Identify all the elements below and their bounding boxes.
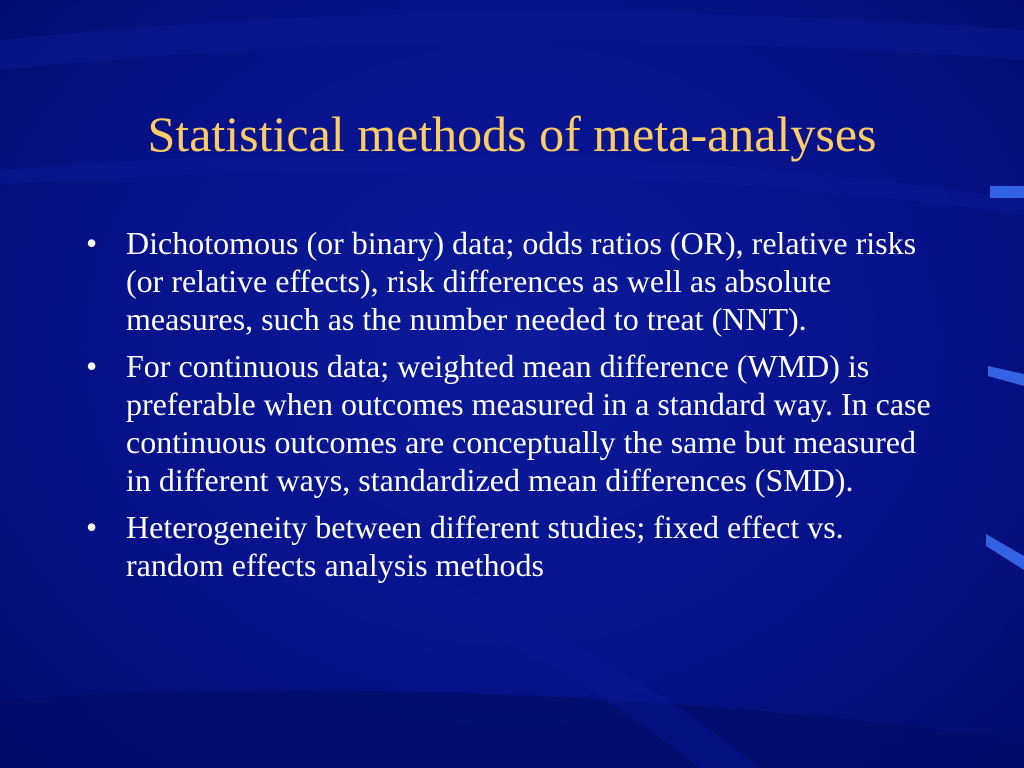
bullet-text: Dichotomous (or binary) data; odds ratios (OR), relative risks (or relative effects), risk differences as well as absolute measures, such as the number needed to treat (NNT). <box>126 225 917 337</box>
bullet-item <box>84 224 944 338</box>
bullet-icon: • <box>86 509 98 545</box>
bullet-text: For continuous data; weighted mean difference (WMD) is preferable when outcomes measured in a standard way. In case continuous outcomes are conceptually the same but measured in different ways, standardized mean differences (SMD). <box>126 348 931 498</box>
bullet-item <box>84 508 944 584</box>
bullet-icon: • <box>86 225 98 261</box>
bullet-item <box>84 347 944 499</box>
bullet-text: Heterogeneity between different studies; fixed effect vs. random effects analysis methods <box>126 509 844 583</box>
accent-mark <box>990 186 1024 198</box>
accent-mark <box>986 534 1024 570</box>
accent-mark <box>988 366 1024 386</box>
slide-title: Statistical methods of meta-analyses <box>147 106 877 162</box>
bullet-icon: • <box>86 348 98 384</box>
bullet-list <box>84 224 944 593</box>
